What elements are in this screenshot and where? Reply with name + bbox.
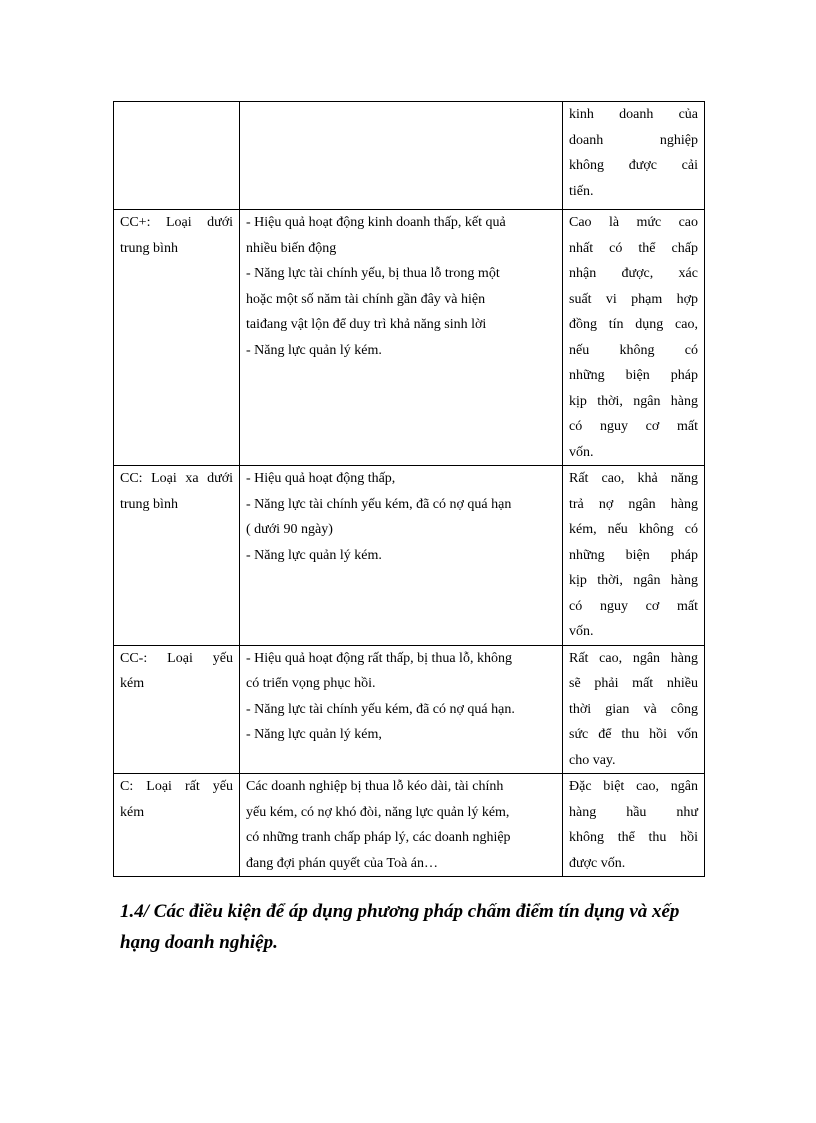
risk-line: kém, nếu không có <box>569 522 698 537</box>
risk-line: có nguy cơ mất <box>569 419 698 434</box>
risk-line: nhận được, xác <box>569 266 698 281</box>
description-line: - Năng lực tài chính yếu kém, đã có nợ quá hạn <box>246 496 512 512</box>
risk-line: kịp thời, ngân hàng <box>569 393 698 409</box>
table-row <box>114 645 705 774</box>
table-row <box>114 774 705 877</box>
description-line: có những tranh chấp pháp lý, các doanh nghiệp <box>246 830 511 845</box>
category-cell <box>114 645 240 774</box>
description-line: - Năng lực tài chính yếu kém, đã có nợ quá hạn. <box>246 701 515 717</box>
risk-line: nhất có thể chấp <box>569 240 698 256</box>
risk-line: những biện pháp <box>569 368 698 383</box>
risk-line: vốn. <box>569 444 594 460</box>
description-line: taiđang vật lộn để duy trì khả năng sinh lời <box>246 317 487 332</box>
description-line: - Năng lực tài chính yếu, bị thua lỗ trong một <box>246 266 500 281</box>
risk-line: Đặc biệt cao, ngân <box>569 779 698 794</box>
credit-rating-table <box>113 101 705 877</box>
section-heading <box>120 896 710 958</box>
risk-line: tiến. <box>569 183 594 199</box>
risk-line: Rất cao, ngân hàng <box>569 650 698 666</box>
risk-line: Rất cao, khả năng <box>569 471 698 486</box>
category-cell <box>114 210 240 466</box>
category-line: CC: Loại xa dưới <box>120 471 233 486</box>
description-line: yếu kém, có nợ khó đòi, năng lực quản lý kém, <box>246 804 510 820</box>
description-line: - Hiệu quả hoạt động rất thấp, bị thua lỗ, không <box>246 650 512 666</box>
category-cell <box>114 102 240 210</box>
risk-line: kịp thời, ngân hàng <box>569 573 698 588</box>
description-line: - Hiệu quả hoạt động thấp, <box>246 471 396 486</box>
risk-cell <box>563 102 705 210</box>
category-line: kém <box>120 804 145 820</box>
risk-line: doanh nghiệp <box>569 132 698 148</box>
risk-line: được vốn. <box>569 855 626 871</box>
category-cell <box>114 466 240 646</box>
description-cell <box>240 102 563 210</box>
category-line: CC-: Loại yếu <box>120 650 233 666</box>
description-line: hoặc một số năm tài chính gần đây và hiện <box>246 291 486 307</box>
risk-line: đồng tín dụng cao, <box>569 317 698 332</box>
risk-line: thời gian và công <box>569 701 698 717</box>
risk-line: sức để thu hồi vốn <box>569 727 698 742</box>
description-line: - Năng lực quản lý kém. <box>246 342 382 358</box>
risk-line: hàng hầu như <box>569 804 698 820</box>
risk-line: kinh doanh của <box>569 107 698 122</box>
risk-cell <box>563 645 705 774</box>
table-row <box>114 466 705 646</box>
risk-line: nếu không có <box>569 342 698 358</box>
description-line: - Năng lực quản lý kém, <box>246 727 382 742</box>
category-cell <box>114 774 240 877</box>
table-row <box>114 102 705 210</box>
description-line: - Hiệu quả hoạt động kinh doanh thấp, kết quả <box>246 215 506 230</box>
credit-rating-table-body <box>114 102 705 877</box>
category-line: C: Loại rất yếu <box>120 779 233 794</box>
risk-cell <box>563 210 705 466</box>
description-cell <box>240 645 563 774</box>
section-heading-line-1: 1.4/ Các điều kiện để áp dụng phương pháp chấm điểm tín dụng và xếp <box>120 901 680 922</box>
risk-line: không được cải <box>569 158 698 173</box>
description-line: ( dưới 90 ngày) <box>246 522 333 537</box>
risk-line: những biện pháp <box>569 547 698 563</box>
description-line: nhiều biến động <box>246 240 337 256</box>
risk-line: sẽ phải mất nhiều <box>569 676 698 691</box>
category-line: kém <box>120 676 145 691</box>
section-heading-line-2: hạng doanh nghiệp. <box>120 932 278 953</box>
description-cell <box>240 774 563 877</box>
table-row <box>114 210 705 466</box>
description-line: Các doanh nghiệp bị thua lỗ kéo dài, tài chính <box>246 779 504 794</box>
category-line: CC+: Loại dưới <box>120 215 233 230</box>
category-line: trung bình <box>120 496 178 512</box>
risk-line: Cao là mức cao <box>569 215 698 230</box>
risk-line: không thể thu hồi <box>569 830 698 845</box>
risk-cell <box>563 774 705 877</box>
risk-line: trả nợ ngân hàng <box>569 496 698 512</box>
risk-line: vốn. <box>569 624 594 639</box>
risk-cell <box>563 466 705 646</box>
description-cell <box>240 466 563 646</box>
risk-line: có nguy cơ mất <box>569 598 698 614</box>
description-line: có triển vọng phục hồi. <box>246 676 376 691</box>
description-line: đang đợi phán quyết của Toà án… <box>246 855 439 871</box>
risk-line: suất vi phạm hợp <box>569 291 698 307</box>
category-line: trung bình <box>120 240 178 256</box>
description-cell <box>240 210 563 466</box>
risk-line: cho vay. <box>569 752 616 768</box>
description-line: - Năng lực quản lý kém. <box>246 547 382 563</box>
